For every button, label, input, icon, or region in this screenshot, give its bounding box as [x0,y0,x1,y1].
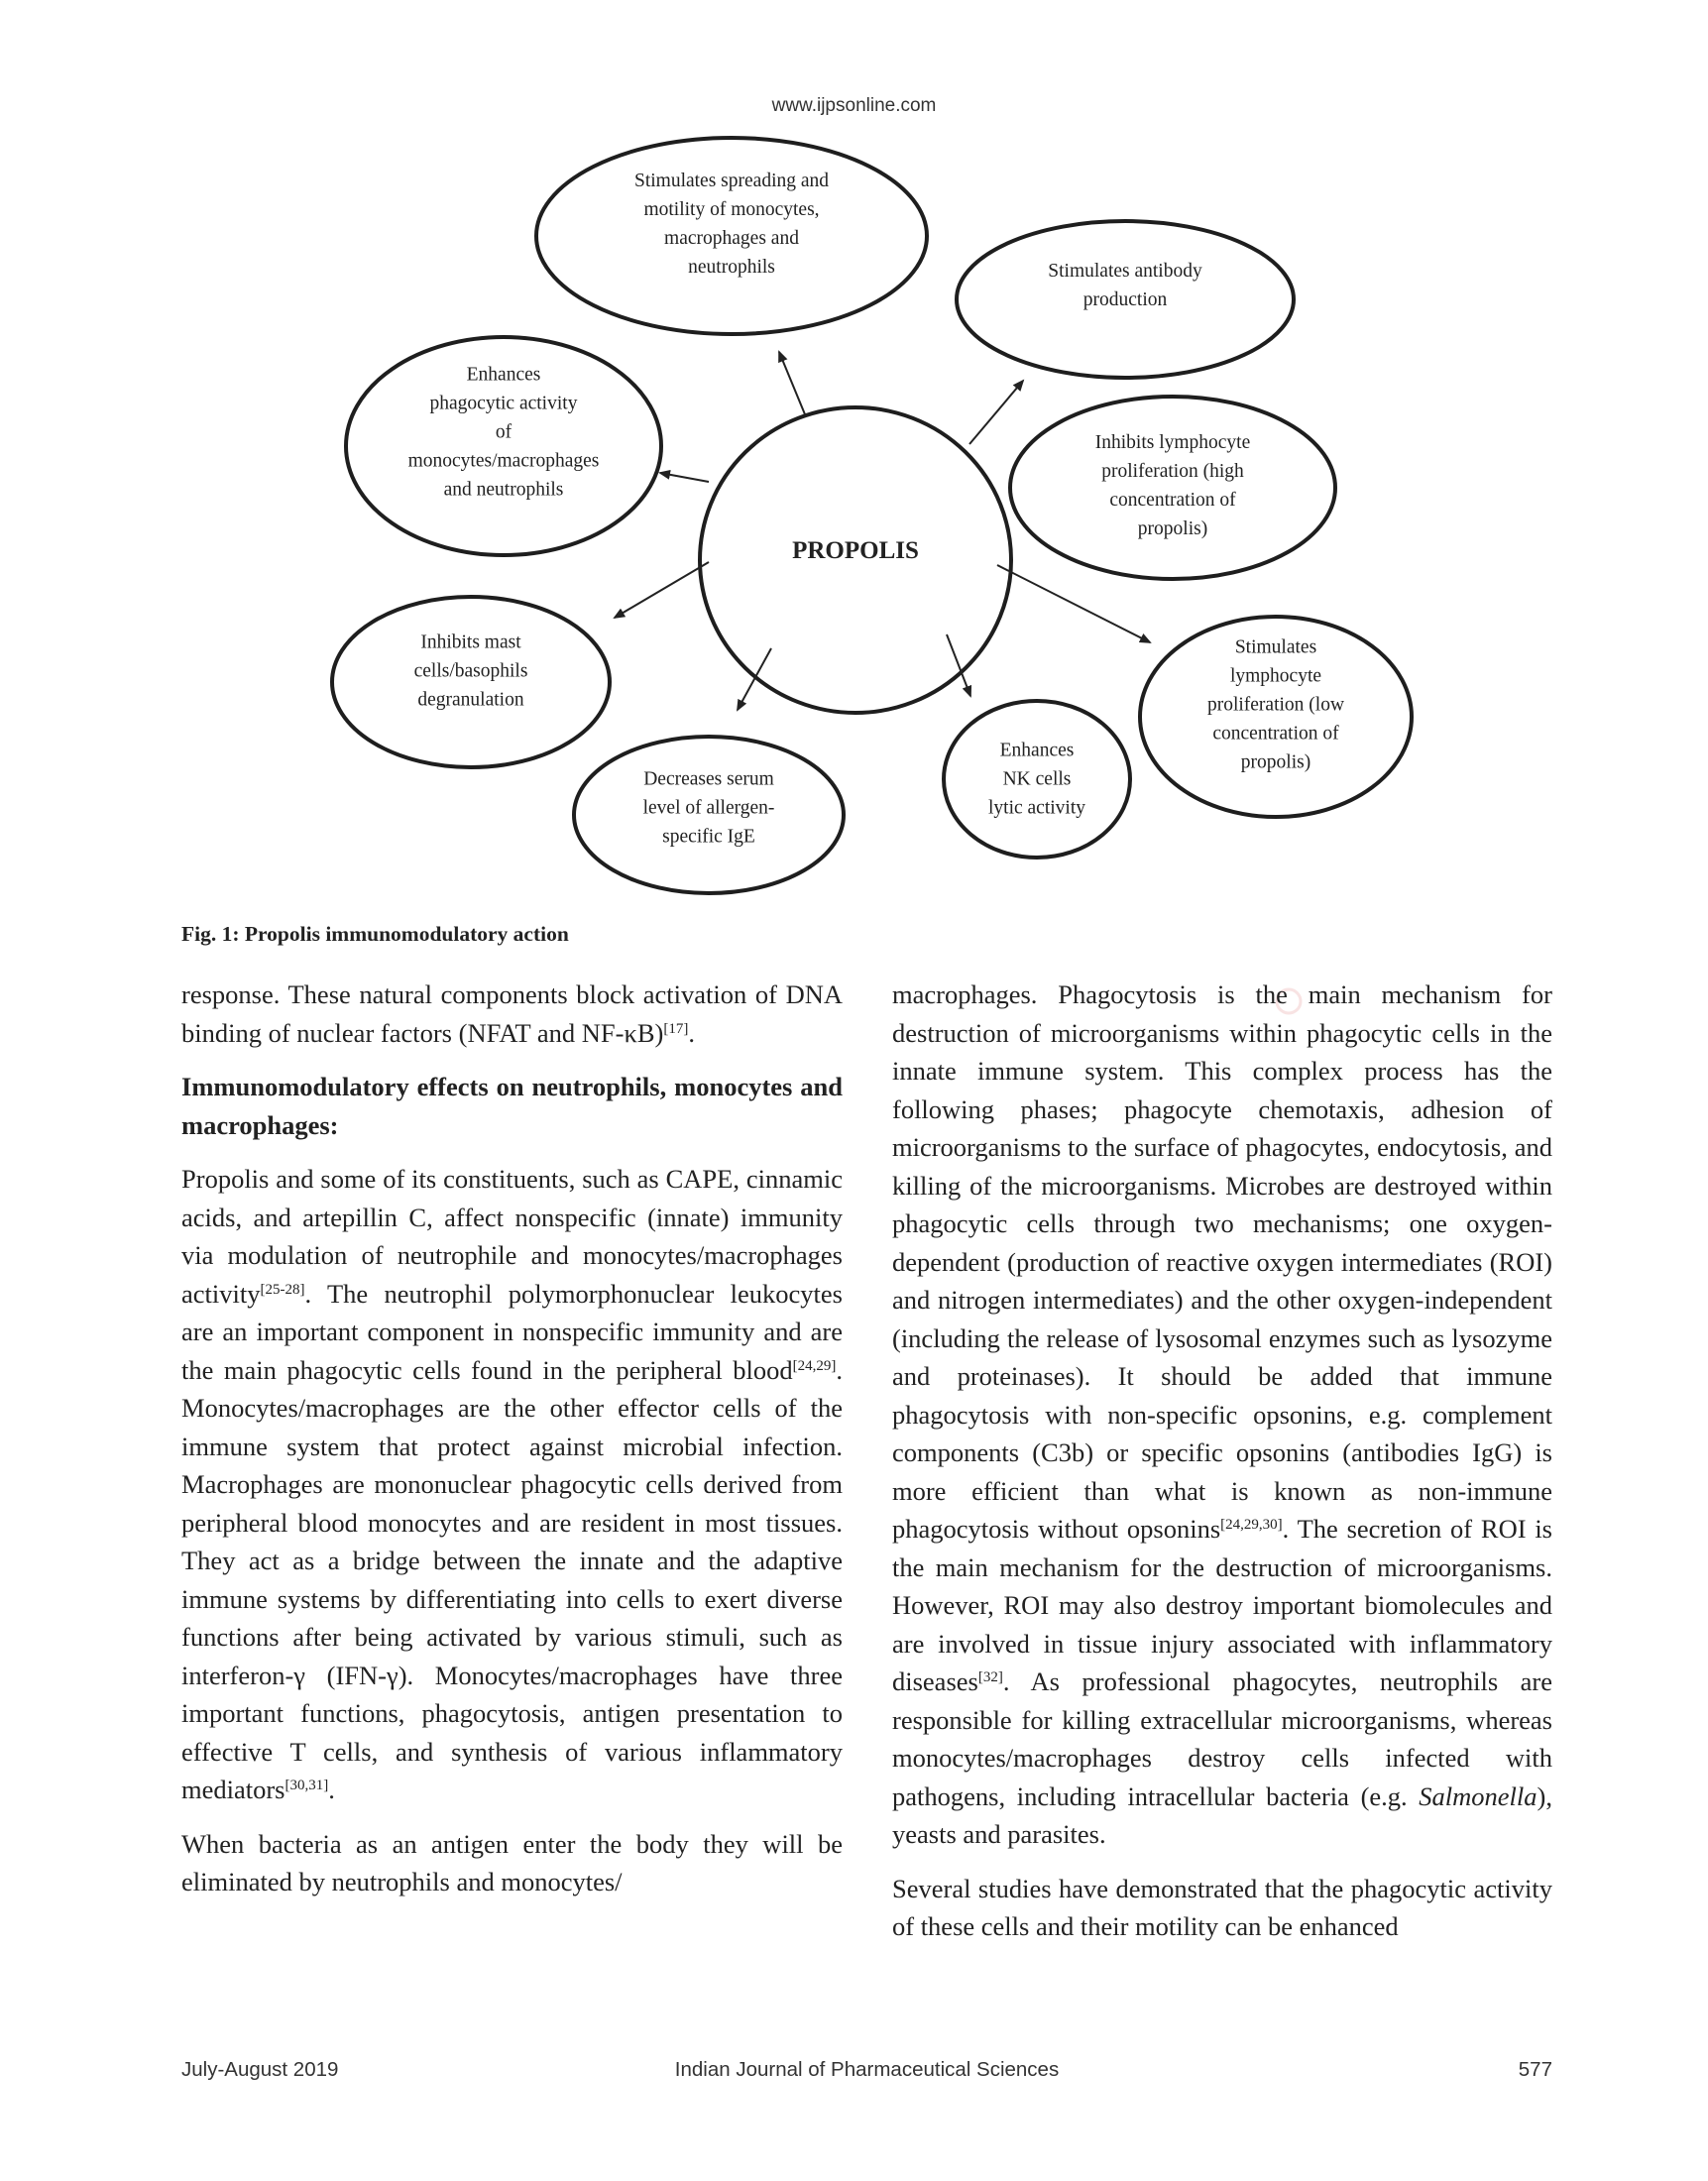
node-lympho-inhibit-text: Inhibits lymphocyte proliferation (high concentration of propolis) [1094,432,1251,539]
node-ige-text: Decreases serum level of allergen- specific IgE [642,768,775,848]
figure-caption: Fig. 1: Propolis immunomodulatory action [181,922,569,946]
diagram-shapes [0,0,1708,912]
journal-url[interactable]: www.ijpsonline.com [771,95,937,116]
footer-date: July-August 2019 [181,2058,339,2081]
citation[interactable]: [30,31] [285,1778,329,1793]
citation[interactable]: [17] [663,1020,689,1037]
arrow-antibody [969,381,1023,444]
citation[interactable]: [25-28] [260,1281,305,1298]
footer-journal: Indian Journal of Pharmaceutical Sciences [674,2058,1060,2081]
section-heading: Immunomodulatory effects on neutrophils, monocytes and macrophages: [181,1072,843,1140]
node-phagocytic-text: Enhances phagocytic activity of monocytes/macrophages and neutrophils [407,364,600,501]
center-label: PROPOLIS [792,537,919,564]
paragraph: Several studies have demonstrated that the phagocytic activity of these cells and their motility can be enhanced [892,1873,1552,1941]
arrow-ige [738,648,771,710]
node-antibody-text: Stimulates antibody production [1048,261,1202,310]
node-mast-text: Inhibits mast cells/basophils degranulation [413,631,528,711]
node-lympho-stim-text: Stimulates lymphocyte proliferation (low concentration of propolis) [1206,636,1345,773]
footer-page-number: 577 [1518,2058,1552,2081]
citation[interactable]: [24,29] [792,1357,837,1374]
left-column [181,976,843,1917]
citation[interactable]: [24,29,30] [1220,1517,1283,1533]
paragraph: macrophages. Phagocytosis is the main mechanism for destruction of microorganisms within phagocytic cells in the innate immune system. This complex process has the following phases; phagocyte chemotaxis, adhesion of microorganisms to the surface of phagocytes, endocytosis, and killing of the microorganisms. Microbes are destroyed within phagocytic cells through two mechanisms; one oxygen-dependent (production of reactive oxygen intermediates (ROI) and nitrogen intermediates) and the other oxygen-independent (including the release of lysosomal enzymes such as lysozyme and proteinases). It should be added that immune phagocytosis with non-specific opsonins, e.g. complement components (C3b) or specific opsonins (antibodies IgG) is more efficient than what is known as non-immune phagocytosis without opsonins[24,29,30]. The secretion of ROI is the main mechanism for the destruction of microorganisms. However, ROI may also destroy important biomolecules and are involved in tissue injury associated with inflammatory diseases[32]. As professional phagocytes, neutrophils are responsible for killing extracellular microorganisms, whereas monocytes/macrophages destroy cells infected with pathogens, including intracellular bacteria (e.g. Salmonella), yeasts and parasites. [892,979,1552,1849]
italic-term: Salmonella [1419,1780,1537,1811]
citation[interactable]: [32] [977,1669,1003,1685]
propolis-diagram [0,0,1708,912]
arrow-mast [615,562,709,618]
right-column [892,976,1552,1962]
paragraph: When bacteria as an antigen enter the body they will be eliminated by neutrophils and monocytes/ [181,1828,843,1896]
arrow-phagocytic [660,473,709,482]
paragraph: response. These natural components block activation of DNA binding of nuclear factors (NFAT and NF-κB)[17]. [181,979,843,1048]
node-nk-text: Enhances NK cells lytic activity [987,740,1086,819]
paragraph: Propolis and some of its constituents, such as CAPE, cinnamic acids, and artepillin C, affect nonspecific (innate) immunity via modulation of neutrophile and monocytes/macrophages activity[25-28]. The neutrophil polymorphonuclear leukocytes are an important component in nonspecific immunity and are the main phagocytic cells found in the peripheral blood[24,29]. Monocytes/macrophages are the other effector cells of the immune system that protect against microbial infection. Macrophages are mononuclear phagocytic cells derived from peripheral blood monocytes and are resident in most tissues. They act as a bridge between the innate and the adaptive immune systems by differentiating into cells to exert diverse functions after being activated by various stimuli, such as interferon-γ (IFN-γ). Monocytes/macrophages have three important functions, phagocytosis, antigen presentation to effective T cells, and synthesis of various inflammatory mediators[30,31]. [181,1164,843,1804]
node-spreading-text: Stimulates spreading and motility of monocytes, macrophages and neutrophils [633,171,830,278]
arrow-spreading [779,352,805,414]
